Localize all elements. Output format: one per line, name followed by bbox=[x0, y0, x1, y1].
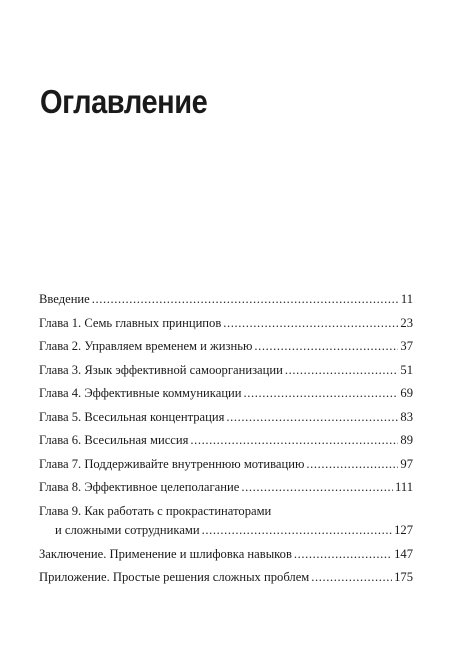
dot-leader bbox=[226, 408, 398, 428]
dot-leader bbox=[306, 455, 398, 475]
dot-leader bbox=[223, 314, 398, 334]
toc-entry-chapter-7[interactable] bbox=[39, 455, 413, 475]
toc-entry-page: 127 bbox=[394, 523, 413, 537]
toc-entry-label: Глава 3. Язык эффективной самоорганизации bbox=[39, 362, 283, 377]
toc-entry-label: Глава 9. Как работать с прокрастинаторами bbox=[39, 503, 272, 518]
toc-entry-label: Глава 7. Поддерживайте внутреннюю мотивацию bbox=[39, 456, 305, 471]
dot-leader bbox=[294, 545, 392, 565]
toc-entry-label: Глава 4. Эффективные коммуникации bbox=[39, 386, 242, 400]
toc-entry-page: 69 bbox=[400, 386, 413, 400]
toc-entry-label: Глава 8. Эффективное целеполагание bbox=[39, 480, 240, 494]
toc-entry-chapter-4[interactable] bbox=[39, 384, 413, 404]
toc-entry-chapter-1[interactable] bbox=[39, 314, 413, 334]
toc-entry-page: 97 bbox=[400, 456, 413, 471]
dot-leader bbox=[311, 568, 392, 588]
dot-leader bbox=[241, 478, 393, 498]
toc-entry-label: Глава 2. Управляем временем и жизнью bbox=[39, 339, 253, 353]
toc-entry-page: 23 bbox=[400, 315, 413, 330]
dot-leader bbox=[285, 361, 399, 381]
toc-entry-page: 11 bbox=[400, 292, 413, 306]
toc-entry-conclusion[interactable] bbox=[39, 545, 413, 565]
toc-entry-label-continuation: и сложными сотрудниками bbox=[55, 523, 200, 537]
toc-entry-label: Глава 1. Семь главных принципов bbox=[39, 315, 222, 330]
toc-entry-label: Глава 6. Всесильная миссия bbox=[39, 433, 189, 447]
toc-entry-label: Приложение. Простые решения сложных проблем bbox=[39, 570, 310, 584]
toc-entry-page: 147 bbox=[394, 546, 413, 561]
toc-entry-label: Глава 5. Всесильная концентрация bbox=[39, 409, 225, 424]
dot-leader bbox=[244, 384, 399, 404]
dot-leader bbox=[254, 337, 398, 357]
toc-entry-chapter-5[interactable] bbox=[39, 408, 413, 428]
toc-entry-chapter-8[interactable] bbox=[39, 478, 413, 498]
toc-entry-appendix[interactable] bbox=[39, 568, 413, 588]
toc-entry-page: 37 bbox=[400, 339, 413, 353]
toc-entry-label: Заключение. Применение и шлифовка навыков bbox=[39, 546, 292, 561]
toc-entry-page: 111 bbox=[395, 480, 413, 494]
dot-leader bbox=[92, 290, 399, 310]
page-title: Оглавление bbox=[40, 83, 208, 120]
toc-entry-intro[interactable] bbox=[39, 290, 413, 310]
table-of-contents bbox=[39, 290, 413, 592]
toc-entry-chapter-2[interactable] bbox=[39, 337, 413, 357]
toc-entry-chapter-9[interactable] bbox=[39, 502, 413, 541]
toc-entry-page: 175 bbox=[394, 570, 413, 584]
toc-entry-chapter-3[interactable] bbox=[39, 361, 413, 381]
dot-leader bbox=[202, 521, 392, 541]
toc-entry-label: Введение bbox=[39, 292, 90, 306]
toc-entry-page: 83 bbox=[400, 409, 413, 424]
toc-entry-page: 51 bbox=[400, 362, 413, 377]
toc-entry-page: 89 bbox=[400, 433, 413, 447]
toc-entry-chapter-6[interactable] bbox=[39, 431, 413, 451]
dot-leader bbox=[190, 431, 398, 451]
